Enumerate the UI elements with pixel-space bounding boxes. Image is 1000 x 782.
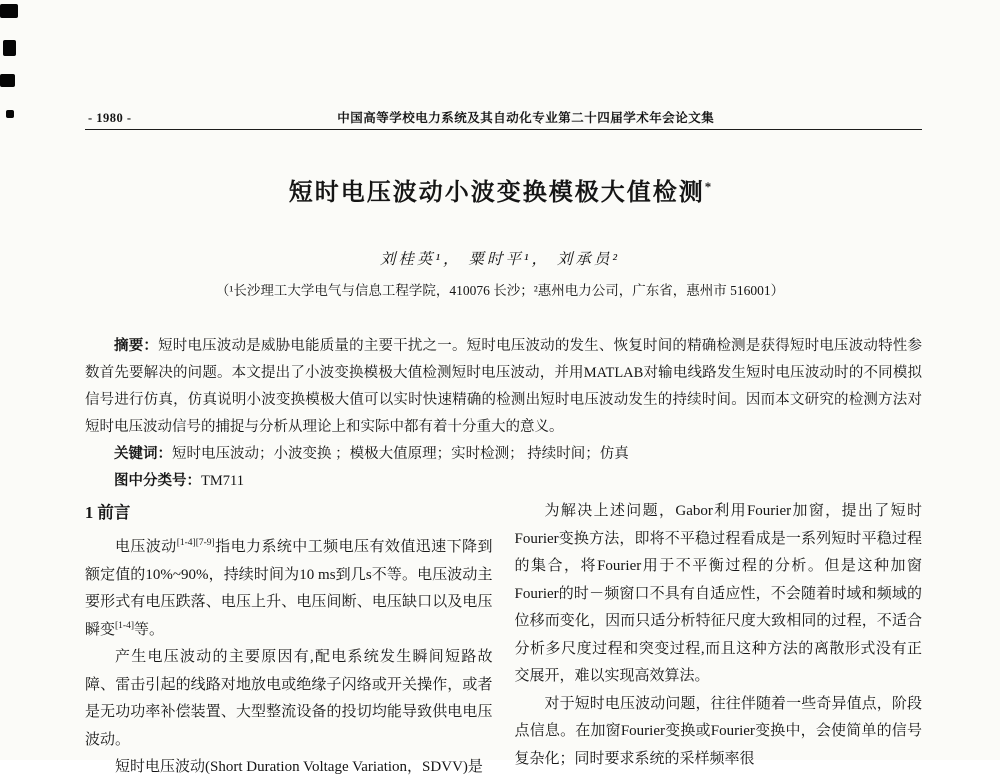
scan-artifact-2	[3, 40, 16, 56]
right-column	[515, 498, 923, 782]
left-paragraph-2: 产生电压波动的主要原因有,配电系统发生瞬间短路故障、雷击引起的线路对地放电或绝缘子闪络或开关操作，或者是无功功率补偿装置、大型整流设备的投切均能导致供电电压波动。	[85, 649, 493, 748]
right-paragraph-2-clipped: 对于短时电压波动问题，往往伴随着一些奇异值点，阶段点信息。在加窗Fourier变换或Fourier变换中，会使简单的信号复杂化；同时要求系统的采样频率很	[514, 695, 922, 767]
two-column-body	[85, 498, 922, 782]
scan-artifact-1	[0, 4, 18, 18]
left-paragraph-3-clipped: 短时电压波动(Short Duration Voltage Variation，SDVV)是	[115, 759, 483, 775]
keywords-label: 关键词：	[114, 446, 172, 462]
header-rule	[85, 129, 922, 130]
classification-label: 图中分类号：	[114, 473, 201, 489]
paper-title-text: 短时电压波动小波变换模极大值检测	[288, 180, 705, 206]
proceedings-title: 中国高等学校电力系统及其自动化专业第二十四届学术年会论文集	[337, 111, 715, 125]
abstract-label: 摘要：	[114, 338, 159, 354]
citation-superscript-1: [1-4][7-9]	[176, 538, 215, 548]
scan-artifact-3	[0, 74, 15, 87]
front-matter	[85, 333, 922, 495]
authors-line: 刘桂英¹， 粟时平¹， 刘承员²	[379, 251, 621, 268]
title-footnote-marker: *	[704, 179, 712, 194]
page-header	[88, 108, 920, 126]
scan-artifact-4	[6, 110, 14, 118]
left-p1-text-a: 电压波动	[115, 539, 177, 555]
classification-value: TM711	[201, 473, 244, 489]
citation-superscript-2: [1-4]	[115, 620, 135, 631]
keywords-line	[85, 441, 922, 468]
right-paragraph-1: 为解决上述问题，Gabor利用Fourier加窗，提出了短时Fourier变换方法，即将不平稳过程看成是一系列短时平稳过程的集合，将Fourier用于不平衡过程的分析。但是这种加窗Fourier的时－频窗口不具有自适应性，不会随着时域和频域的位移而变化，因而只适分析特征尺度大致相同的过程，不适合分析多尺度过程和突变过程,而且这种方法的离散形式没有正交展开，难以实现高效算法。	[514, 503, 922, 684]
left-p1-text-b: 指电力系统中工频电压有效值迅速下降到额定值的10%~90%，持续时间为10 ms到几s不等。电压波动主要形式有电压跌落、电压上升、电压间断、电压缺口以及电压瞬变	[85, 539, 493, 638]
paper-title	[0, 172, 1000, 207]
left-paragraph-1	[85, 534, 493, 644]
affiliation-line: （¹长沙理工大学电气与信息工程学院，410076 长沙；²惠州电力公司，广东省，惠州市 516001）	[215, 283, 785, 298]
section-heading-intro: 1 前言	[85, 503, 131, 522]
classification-line	[85, 468, 922, 495]
page-number: - 1980 -	[88, 111, 132, 125]
keywords-text: 短时电压波动；小波变换 ；模极大值原理；实时检测； 持续时间；仿真	[172, 446, 629, 462]
abstract-paragraph	[85, 333, 922, 441]
left-column	[85, 498, 493, 782]
left-p1-text-c: 等。	[134, 621, 165, 638]
abstract-text: 短时电压波动是威胁电能质量的主要干扰之一。短时电压波动的发生、恢复时间的精确检测是获得短时电压波动特性参数首先要解决的问题。本文提出了小波变换模极大值检测短时电压波动，并用MATLAB对输电线路发生短时电压波动时的不同模拟信号进行仿真，仿真说明小波变换模极大值可以实时快速精确的检测出短时电压波动发生的持续时间。因而本文研究的检测方法对短时电压波动信号的捕捉与分析从理论上和实际中都有着十分重大的意义。	[85, 338, 923, 435]
